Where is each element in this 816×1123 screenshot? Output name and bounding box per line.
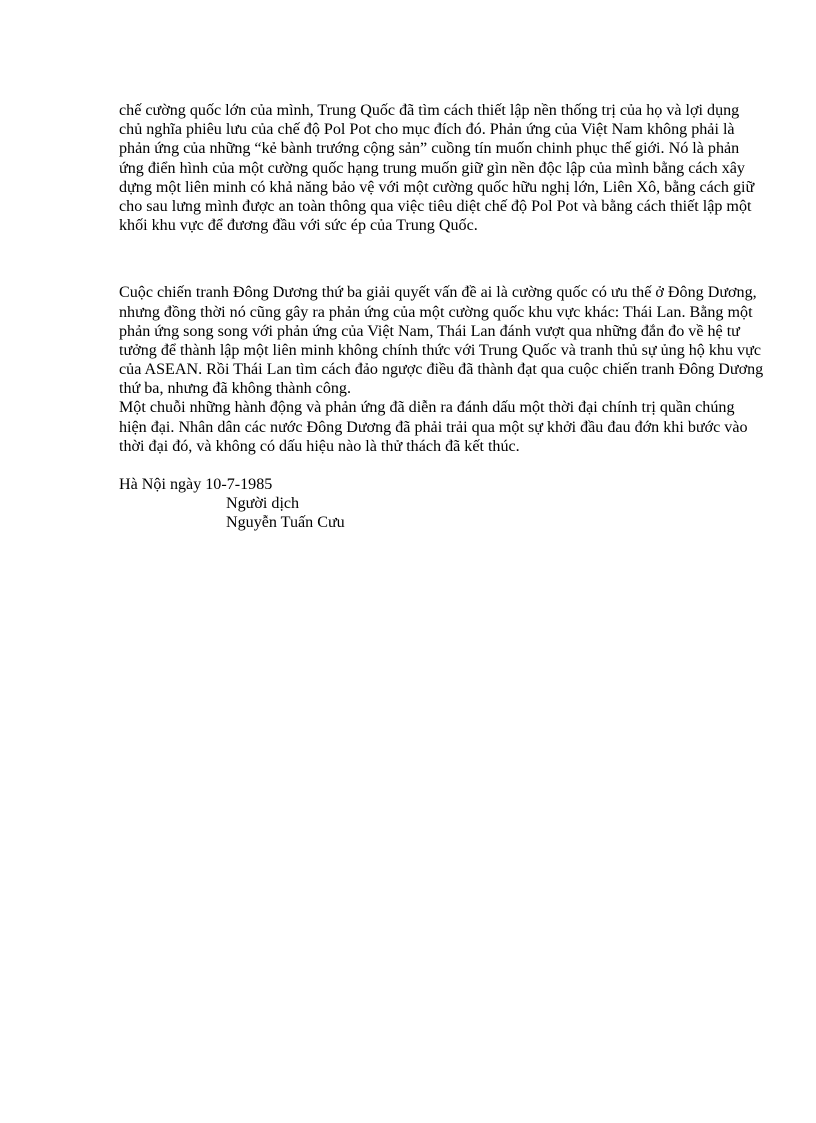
- text-line: của ASEAN. Rồi Thái Lan tìm cách đảo ngược điều đã thành đạt qua cuộc chiến tranh Đông Dương: [119, 361, 764, 379]
- text-line: hiện đại. Nhân dân các nước Đông Dương đã phải trải qua một sự khởi đầu đau đớn khi bước vào: [119, 418, 748, 436]
- text-line: phản ứng song song với phản ứng của Việt Nam, Thái Lan đánh vượt qua những đắn đo về hệ tư: [119, 322, 740, 340]
- translator-name: Nguyễn Tuấn Cưu: [226, 514, 345, 532]
- text-line: thời đại đó, và không có dấu hiệu nào là thử thách đã kết thúc.: [119, 437, 520, 455]
- document-page: [119, 101, 816, 533]
- text-line: cho sau lưng mình được an toàn thông qua việc tiêu diệt chế độ Pol Pot và bằng cách thiết lập một: [119, 197, 752, 215]
- text-line: Một chuỗi những hành động và phản ứng đã diễn ra đánh dấu một thời đại chính trị quần chúng: [119, 399, 735, 417]
- text-line: khối khu vực để đương đầu với sức ép của Trung Quốc.: [119, 217, 478, 235]
- text-line: thứ ba, nhưng đã không thành công.: [119, 380, 351, 398]
- paragraph-3: [119, 398, 816, 456]
- translator-role: Người dịch: [226, 495, 300, 513]
- signature-date: Hà Nội ngày 10-7-1985: [119, 476, 273, 493]
- text-line: chủ nghĩa phiêu lưu của chế độ Pol Pot cho mục đích đó. Phản ứng của Việt Nam không phải là: [119, 121, 735, 139]
- text-line: nhưng đồng thời nó cũng gây ra phản ứng của một cường quốc khu vực khác: Thái Lan. Bằng một: [119, 303, 753, 321]
- text-line: Cuộc chiến tranh Đông Dương thứ ba giải quyết vấn đề ai là cường quốc có ưu thế ở Đông Dương,: [119, 284, 757, 302]
- text-line: tưởng để thành lập một liên minh không chính thức với Trung Quốc và tranh thủ sự ủng hộ khu vực: [119, 341, 761, 359]
- paragraph-1: [119, 101, 816, 235]
- paragraph-2: [119, 283, 816, 398]
- text-line: phản ứng của những “kẻ bành trướng cộng sản” cuồng tín muốn chinh phục thế giới. Nó là phản: [119, 140, 740, 158]
- text-line: chế cường quốc lớn của mình, Trung Quốc đã tìm cách thiết lập nền thống trị của họ và lợi dụng: [119, 102, 740, 119]
- text-line: ứng điển hình của một cường quốc hạng trung muốn giữ gìn nền độc lập của mình bằng cách xây: [119, 159, 745, 177]
- text-line: dựng một liên minh có khả năng bảo vệ với một cường quốc hữu nghị lớn, Liên Xô, bằng cách giữ: [119, 178, 755, 196]
- signature-block: [119, 475, 816, 533]
